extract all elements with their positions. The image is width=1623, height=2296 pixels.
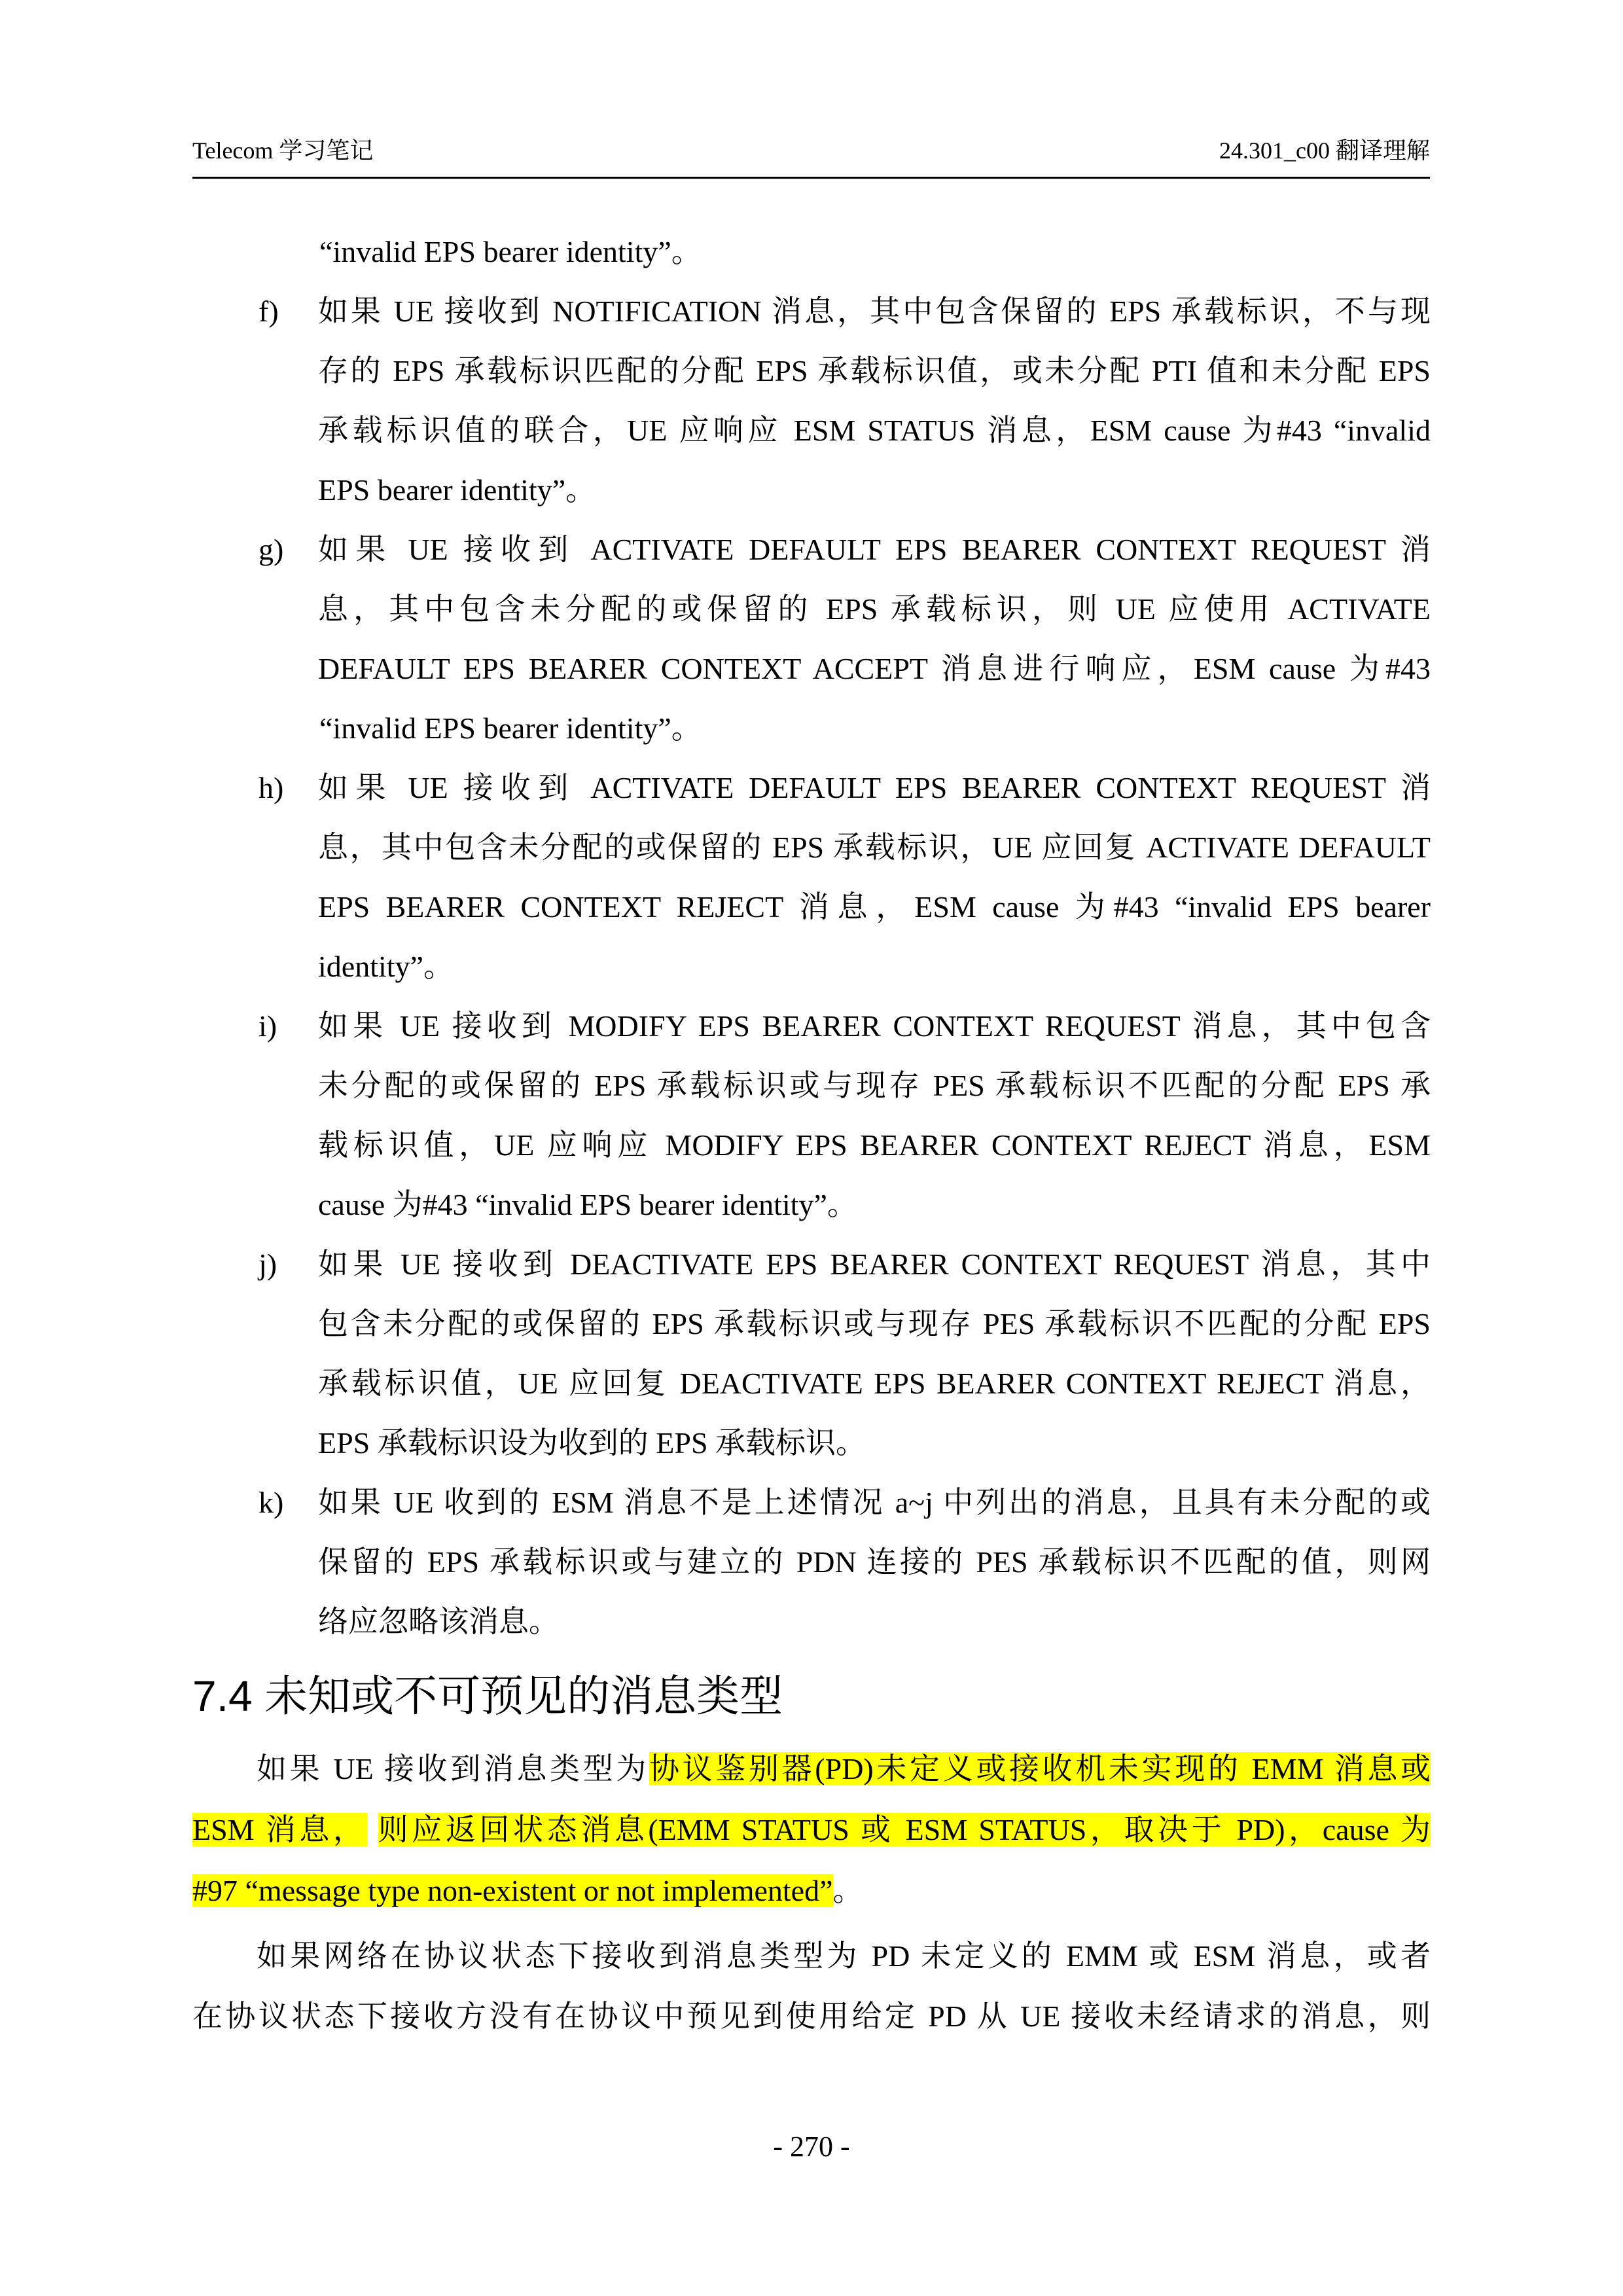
item-h-line-3: EPS BEARER CONTEXT REJECT 消息，ESM cause 为#43 “invalid EPS bearer: [318, 890, 1431, 924]
header-left: Telecom 学习笔记: [192, 137, 374, 164]
para1-line-2-highlight-b: 则应返回状态消息(EMM STATUS 或 ESM STATUS，取决于 PD)，cause 为: [378, 1813, 1431, 1846]
para1-line-1-plain: 如果 UE 接收到消息类型为: [257, 1752, 650, 1785]
para2-line-1: 如果网络在协议状态下接收到消息类型为 PD 未定义的 EMM 或 ESM 消息，或者: [257, 1939, 1431, 1973]
para1-line-2-gap: [367, 1813, 378, 1846]
item-g-line-2: 息，其中包含未分配的或保留的 EPS 承载标识，则 UE 应使用 ACTIVATE: [318, 592, 1431, 626]
header-rule: [192, 177, 1430, 179]
item-g-line-3: DEFAULT EPS BEARER CONTEXT ACCEPT 消息进行响应，ESM cause 为#43: [318, 652, 1431, 685]
item-j-line-3: 承载标识值，UE 应回复 DEACTIVATE EPS BEARER CONTEXT REJECT 消息，: [318, 1367, 1431, 1400]
item-h-line-2: 息，其中包含未分配的或保留的 EPS 承载标识，UE 应回复 ACTIVATE DEFAULT: [318, 831, 1431, 864]
list-marker-k: k): [259, 1486, 284, 1519]
para1-line-3-plain: 。: [832, 1874, 863, 1907]
para1-line-2-highlight-a: ESM 消息，: [192, 1813, 367, 1846]
list-marker-j: j): [259, 1247, 277, 1281]
item-i-line-2: 未分配的或保留的 EPS 承载标识或与现存 PES 承载标识不匹配的分配 EPS 承: [318, 1069, 1431, 1102]
continued-line: “invalid EPS bearer identity”。: [319, 235, 702, 268]
para2-line-2: 在协议状态下接收方没有在协议中预见到使用给定 PD 从 UE 接收未经请求的消息，则: [192, 2000, 1431, 2033]
item-f-line-2: 存的 EPS 承载标识匹配的分配 EPS 承载标识值，或未分配 PTI 值和未分配 EPS: [318, 354, 1431, 387]
list-marker-g: g): [259, 533, 284, 566]
item-j-line-1: 如果 UE 接收到 DEACTIVATE EPS BEARER CONTEXT REQUEST 消息，其中: [318, 1247, 1431, 1281]
item-h-line-4: identity”。: [318, 950, 454, 983]
para1-line-1-highlight: 协议鉴别器(PD)未定义或接收机未实现的 EMM 消息或: [649, 1752, 1431, 1785]
item-k-line-1: 如果 UE 收到的 ESM 消息不是上述情况 a~j 中列出的消息，且具有未分配的或: [318, 1486, 1431, 1519]
item-i-line-3: 载标识值，UE 应响应 MODIFY EPS BEARER CONTEXT REJECT 消息，ESM: [318, 1128, 1431, 1162]
header-right: 24.301_c00 翻译理解: [1219, 137, 1430, 164]
list-marker-i: i): [259, 1009, 277, 1043]
item-i-line-4: cause 为#43 “invalid EPS bearer identity”。: [318, 1188, 857, 1221]
item-f-line-3: 承载标识值的联合，UE 应响应 ESM STATUS 消息，ESM cause 为#43 “invalid: [318, 414, 1431, 447]
item-j-line-2: 包含未分配的或保留的 EPS 承载标识或与现存 PES 承载标识不匹配的分配 EPS: [318, 1307, 1431, 1340]
para1-line-1: [257, 1749, 1431, 1789]
item-h-line-1: 如果 UE 接收到 ACTIVATE DEFAULT EPS BEARER CONTEXT REQUEST 消: [318, 771, 1431, 804]
section-heading: 7.4 未知或不可预见的消息类型: [192, 1672, 783, 1720]
item-g-line-4: “invalid EPS bearer identity”。: [319, 711, 702, 745]
list-marker-f: f): [259, 295, 279, 328]
page-number: - 270 -: [773, 2130, 850, 2162]
para1-line-3: [192, 1871, 863, 1910]
item-f-line-1: 如果 UE 接收到 NOTIFICATION 消息，其中包含保留的 EPS 承载标识，不与现: [318, 295, 1431, 328]
item-k-line-3: 络应忽略该消息。: [318, 1605, 559, 1638]
list-marker-h: h): [259, 771, 284, 804]
item-g-line-1: 如果 UE 接收到 ACTIVATE DEFAULT EPS BEARER CONTEXT REQUEST 消: [318, 533, 1431, 566]
item-f-line-4: EPS bearer identity”。: [318, 473, 596, 507]
para1-line-2: [192, 1810, 1431, 1850]
item-j-line-4: EPS 承载标识设为收到的 EPS 承载标识。: [318, 1426, 866, 1460]
item-k-line-2: 保留的 EPS 承载标识或与建立的 PDN 连接的 PES 承载标识不匹配的值，则网: [318, 1545, 1431, 1579]
item-i-line-1: 如果 UE 接收到 MODIFY EPS BEARER CONTEXT REQUEST 消息，其中包含: [318, 1009, 1431, 1043]
para1-line-3-highlight: #97 “message type non-existent or not implemented”: [192, 1874, 833, 1907]
